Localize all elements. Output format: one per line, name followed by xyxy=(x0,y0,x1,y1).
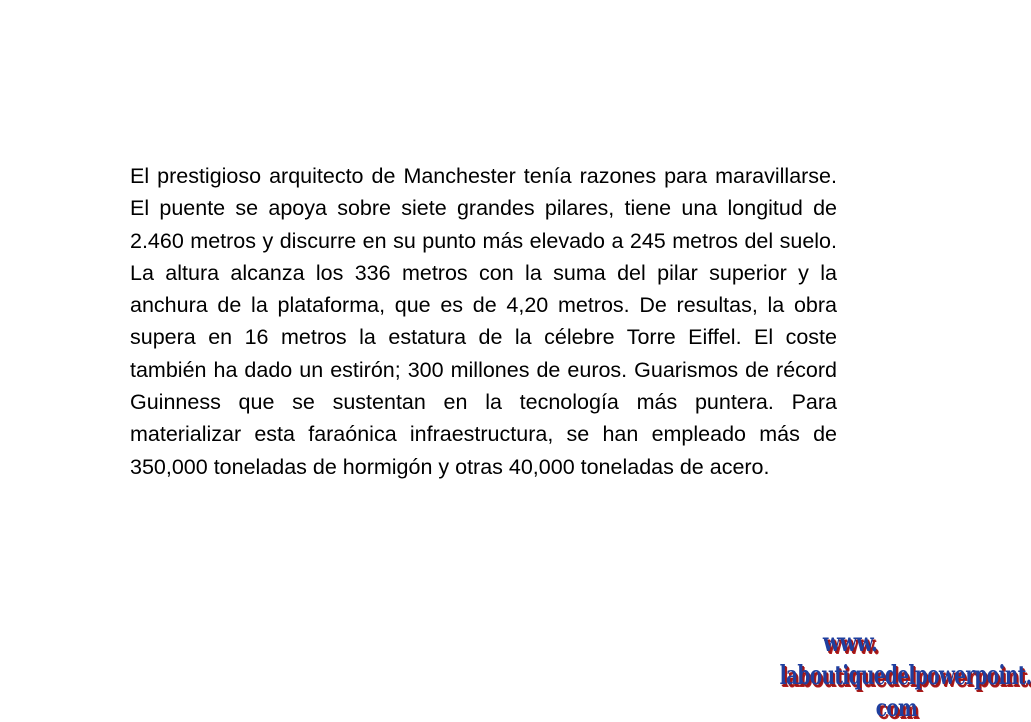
watermark-logo xyxy=(774,626,1031,722)
body-paragraph: El prestigioso arquitecto de Manchester tenía razones para maravillarse. El puente se apoya sobre siete grandes pilares, tiene una longitud de 2.460 metros y discurre en su punto más elevado a 245 metros del suelo. La altura alcanza los 336 metros con la suma del pilar superior y la anchura de la plataforma, que es de 4,20 metros. De resultas, la obra supera en 16 metros la estatura de la célebre Torre Eiffel. El coste también ha dado un estirón; 300 millones de euros. Guarismos de récord Guinness que se sustentan en la tecnología más puntera. Para materializar esta faraónica infraestructura, se han empleado más de 350,000 toneladas de hormigón y otras 40,000 toneladas de acero. xyxy=(130,164,837,479)
watermark-line-1: www. xyxy=(822,628,878,658)
watermark-line-2: laboutiquedelpowerpoint. xyxy=(779,661,1031,691)
watermark-line-3: com xyxy=(875,693,918,722)
